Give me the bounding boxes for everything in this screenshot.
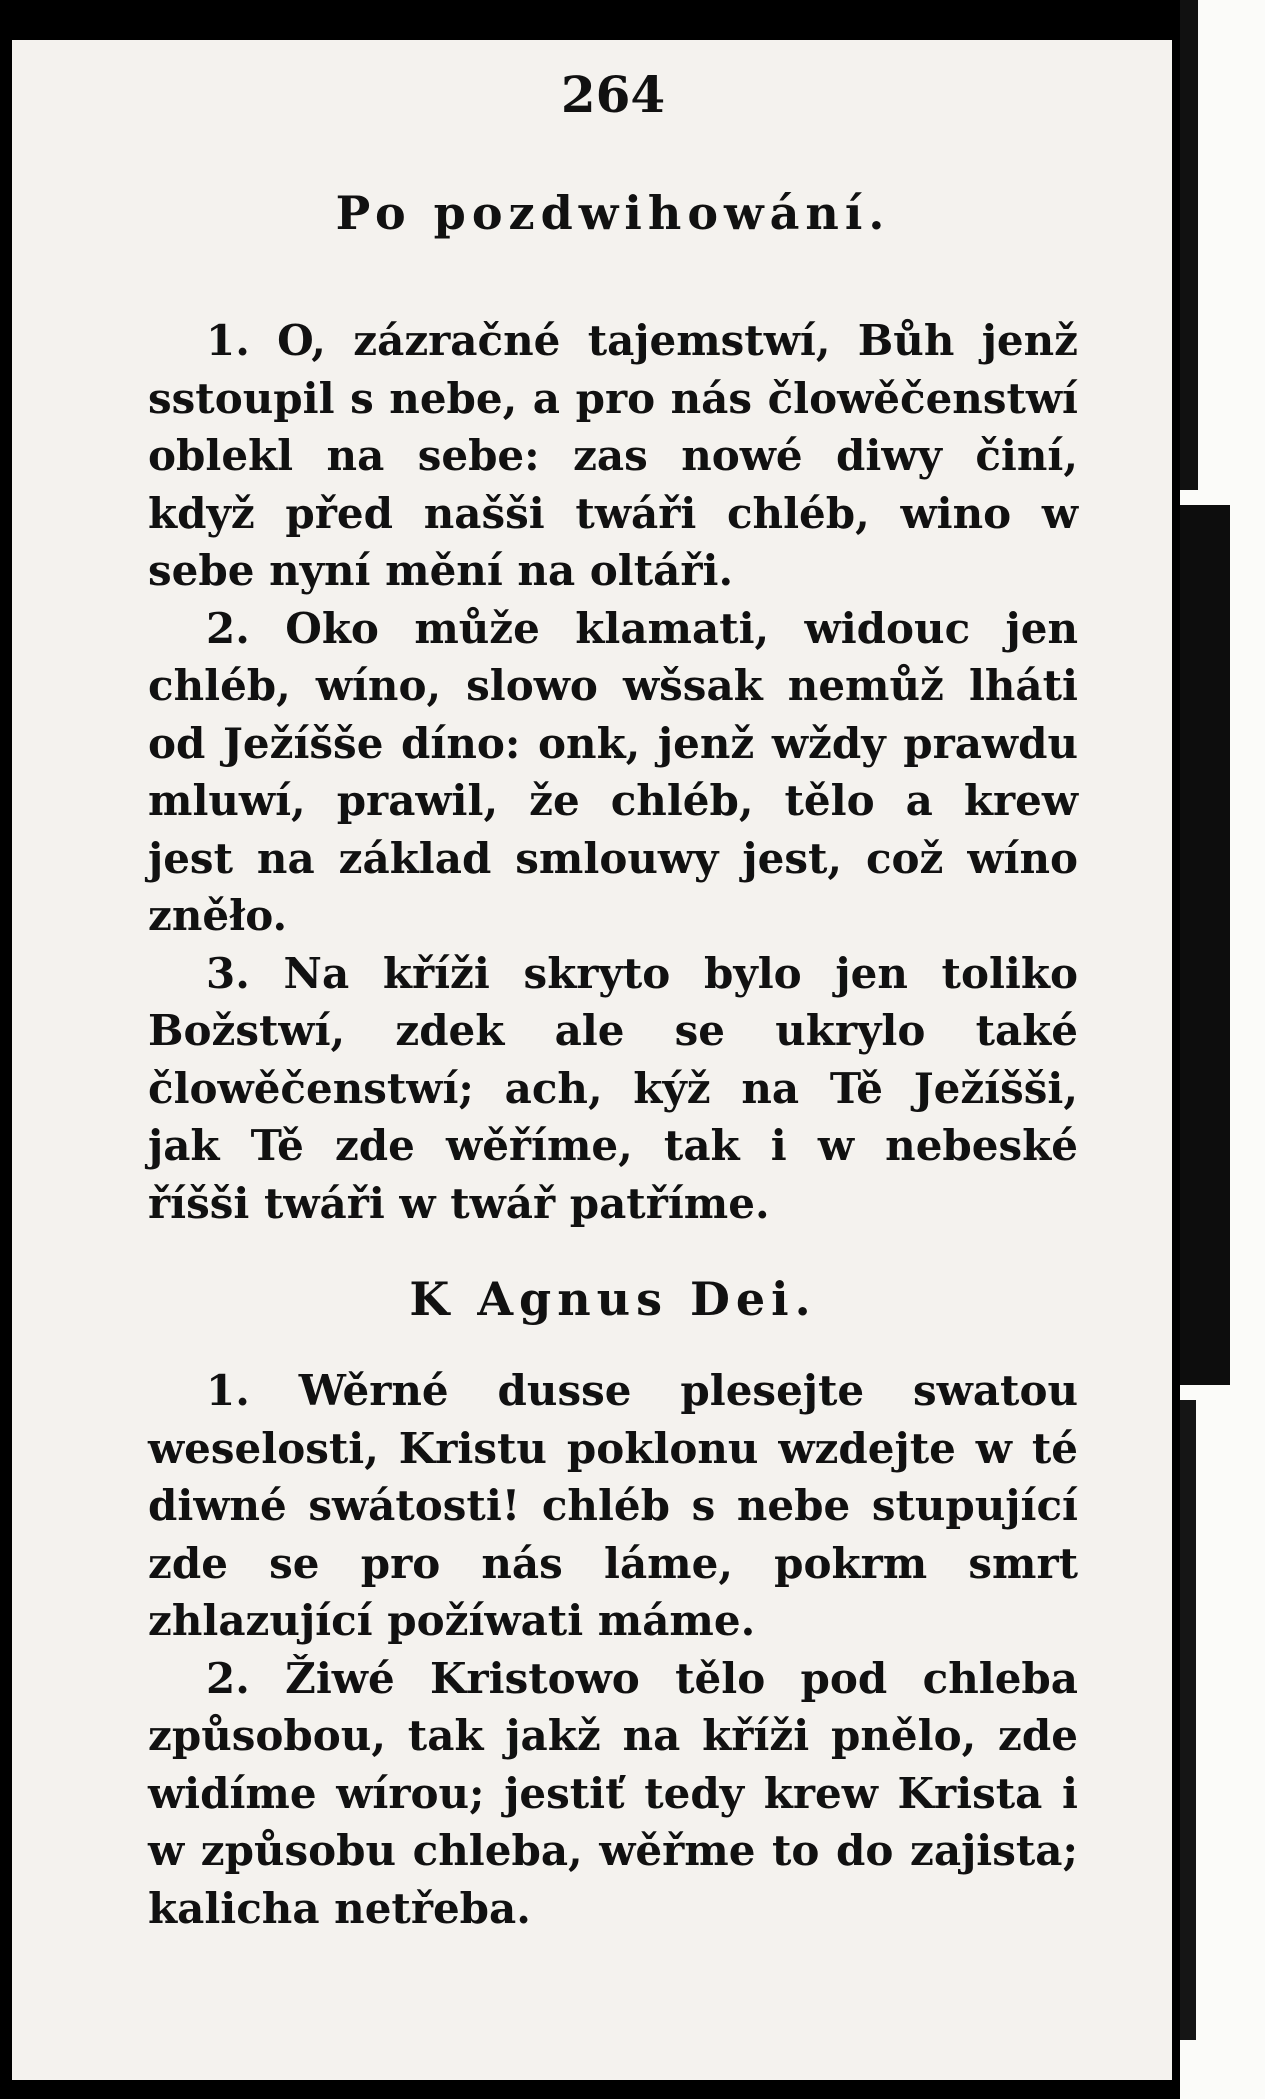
page-text — [148, 40, 1078, 1937]
facing-page-edge — [1180, 0, 1265, 2099]
verse-paragraph: 1. Wěrné dusse plesejte swatou weselosti, Kristu poklonu wzdejte w té diwné swátosti! chléb s nebe stupující zde se pro nás láme, pokrm smrt zhlazující požíwati máme. — [148, 1366, 1078, 1645]
edge-shadow-middle — [1180, 505, 1230, 1385]
edge-shadow-top — [1180, 0, 1198, 490]
edge-shadow-bottom — [1180, 1400, 1196, 2040]
section-heading-agnus-dei: K Agnus Dei. — [409, 1272, 817, 1326]
verse-paragraph: 2. Oko může klamati, widouc jen chléb, wíno, slowo wšsak nemůž lháti od Ježíšše díno: onk, jenž wždy prawdu mluwí, prawil, že chléb, tělo a krew jest na základ smlouwy jest, což wíno zněło. — [148, 603, 1078, 940]
verse-paragraph: 2. Žiwé Kristowo tělo pod chleba způsobou, tak jakž na kříži pnělo, zde widíme wírou; jestiť tedy krew Krista i w způsobu chleba, wěřme to do zajista; kalicha netřeba. — [148, 1653, 1078, 1933]
verse-paragraph: 1. O, zázračné tajemstwí, Bůh jenž sstoupil s nebe, a pro nás člowěčenstwí oblekl na sebe: zas nowé diwy činí, když před našši twáři chléb, wino w sebe nyní mění na oltáři. — [148, 316, 1078, 595]
verse-paragraph: 3. Na kříži skryto bylo jen toliko Božstwí, zdek ale se ukrylo také člowěčenstwí; ach, kýž na Tě Ježíšši, jak Tě zde wěříme, tak i w nebeské říšši twáři w twář patříme. — [148, 948, 1078, 1228]
section-heading-po-pozdwihowani: Po pozdwihowání. — [335, 186, 891, 240]
page-number: 264 — [560, 65, 666, 124]
